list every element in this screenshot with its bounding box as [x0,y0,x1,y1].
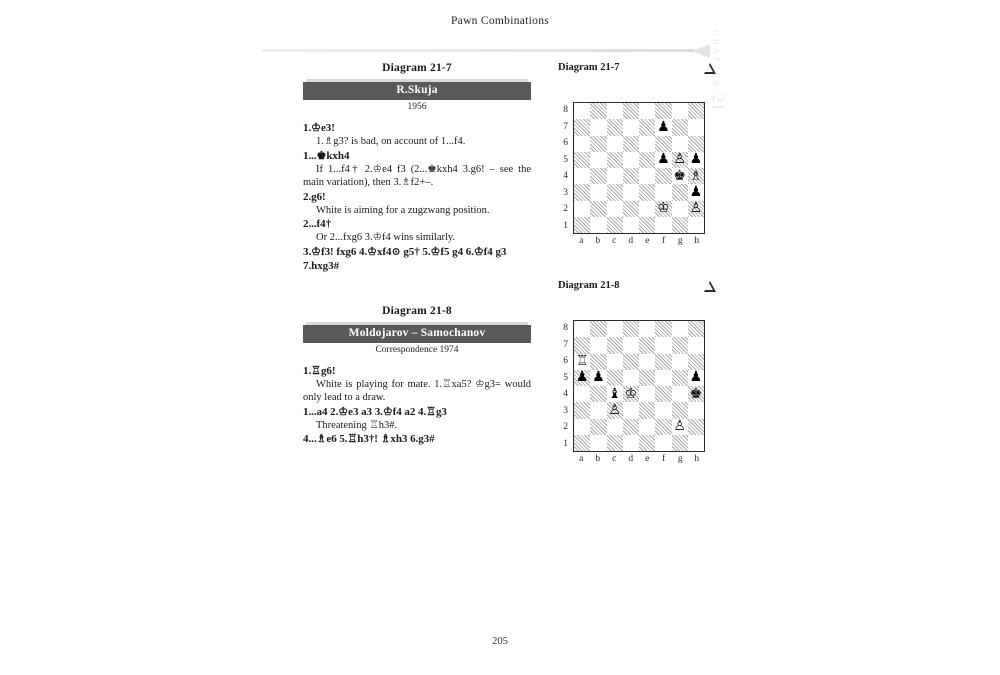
black-king-icon: ♚ [689,385,703,402]
rank-label: 3 [563,187,568,198]
comment-line: White is playing for mate. 1.♖xa5? ♔g3= would only lead to a draw. [303,378,531,403]
comment-line: Threatening ♖h3#. [316,419,398,431]
board-square-d6 [623,136,639,152]
rank-label: 4 [563,389,568,399]
board-square-e6 [639,354,655,370]
white-pawn-icon: ♙ [608,401,621,418]
diagram-label: Diagram 21-7 [558,62,620,73]
board-area [556,82,706,246]
diagram-label: Diagram 21-8 [558,280,620,291]
board-square-c4 [607,386,623,402]
board-square-b7 [590,119,606,135]
board-square-h8 [688,321,704,337]
file-label: d [628,454,634,464]
board-square-e2 [639,419,655,435]
board-square-d7 [623,119,639,135]
board-square-a8 [574,321,590,337]
file-label: a [579,454,584,464]
board-square-b6 [590,136,606,152]
event-line: Correspondence 1974 [375,344,459,355]
chess-diagram [556,62,706,246]
board-square-g8 [672,103,688,119]
board-square-g4 [672,386,688,402]
board-square-g3 [672,184,688,200]
file-labels [573,454,705,464]
board-square-f5 [655,370,671,386]
player-banner-label: Moldojarov – Samochanov [303,325,531,343]
board-square-b2 [590,201,606,217]
board-square-g8 [672,321,688,337]
file-label: f [662,236,666,246]
board-square-h1 [688,217,704,233]
white-pawn-icon: ♙ [689,200,703,217]
rank-label: 7 [563,339,568,350]
board-square-d1 [623,217,639,233]
board-square-e1 [639,435,655,451]
board-square-a3 [574,402,590,418]
move-line: 3.♔f3! fxg6 4.♔xf4⊙ g5† 5.♔f5 g4 6.♔f4 g3 7.hxg3# [303,245,507,272]
board-square-f2 [655,201,671,217]
board-square-a7 [574,119,590,135]
board-square-e3 [639,402,655,418]
white-rook-icon: ♖ [575,353,589,370]
white-pawn-icon: ♙ [673,151,686,168]
board-square-g5 [672,370,688,386]
board-square-f1 [655,217,671,233]
board-square-d1 [623,435,639,451]
player-banner [303,322,531,343]
board-square-e5 [639,370,655,386]
diagram-header [556,62,706,79]
move-line: 1...a4 2.♔e3 a3 3.♔f4 a2 4.♖g3 [303,405,447,418]
rank-label: 6 [563,138,568,148]
file-label: c [612,454,617,464]
board-square-c7 [607,337,623,353]
file-label: e [645,236,650,246]
board-square-a1 [574,435,590,451]
board-square-h4 [688,168,704,184]
board-square-h5 [688,370,704,386]
rank-label: 4 [563,171,568,181]
board-square-a1 [574,217,590,233]
rule-line [262,49,694,52]
board-square-d2 [623,201,639,217]
board-square-h3 [688,184,704,200]
decorative-rule [262,44,710,58]
board-area [556,300,706,464]
rank-label: 5 [563,154,568,165]
board-square-b4 [590,168,606,184]
board-square-a5 [574,152,590,168]
rank-labels [556,102,568,234]
board-square-h1 [688,435,704,451]
white-bishop-icon: ♗ [689,167,703,184]
diagram-title: Diagram 21-8 [382,304,452,317]
board-square-a2 [574,201,590,217]
board-square-e3 [639,184,655,200]
rank-label: 8 [563,105,568,115]
board-square-c6 [607,354,623,370]
triangle-glyph [704,63,716,74]
board-square-h7 [688,119,704,135]
rank-label: 7 [563,121,568,132]
board-square-e8 [639,321,655,337]
board-square-b3 [590,184,606,200]
board-square-f3 [655,184,671,200]
file-label: b [595,454,601,464]
comment-line: If 1...f4† 2.♔e4 f3 (2...♚kxh4 3.g6! – see the main variation), then 3.♗f2+–. [303,163,531,188]
file-label: h [694,236,700,246]
board-square-g2 [672,201,688,217]
board-square-d3 [623,402,639,418]
file-labels [573,236,705,246]
file-label: h [694,454,700,464]
board-square-c5 [607,370,623,386]
board-square-g6 [672,354,688,370]
board-square-g7 [672,119,688,135]
board-square-b1 [590,435,606,451]
player-banner-label: R.Skuja [303,82,531,100]
chess-diagram [556,280,706,464]
board-square-f6 [655,136,671,152]
board-square-h4 [688,386,704,402]
rank-label: 1 [563,438,568,449]
board-square-b1 [590,217,606,233]
comment-line: Or 2...fxg6 3.♔f4 wins similarly. [316,232,456,243]
board-square-c4 [607,168,623,184]
board-square-h3 [688,402,704,418]
board-square-h5 [688,152,704,168]
rank-label: 3 [563,405,568,416]
board-square-h2 [688,419,704,435]
black-bishop-icon: ♝ [608,385,621,402]
board-square-a5 [574,370,590,386]
player-banner [303,79,531,100]
board-square-c1 [607,435,623,451]
board-square-b7 [590,337,606,353]
comment-line: 1.♗g3? is bad, on account of 1...f4. [316,136,466,147]
board-square-f5 [655,152,671,168]
black-pawn-icon: ♟ [657,118,670,135]
board-square-h7 [688,337,704,353]
rank-labels [556,320,568,452]
file-label: g [677,454,683,464]
board-square-d8 [623,103,639,119]
board-square-f7 [655,337,671,353]
board-square-c8 [607,103,623,119]
board-square-f1 [655,435,671,451]
board-square-f8 [655,321,671,337]
move-line: 4...♗e6 5.♖h3†! ♗xh3 6.g3# [303,433,435,445]
section-gap [303,273,531,305]
board-square-a4 [574,386,590,402]
board-square-e7 [639,337,655,353]
triangle-glyph [704,281,716,292]
board-square-b6 [590,354,606,370]
board-square-f2 [655,419,671,435]
event-line: 1956 [407,102,427,112]
text-column [303,62,531,446]
diagram-title: Diagram 21-7 [382,62,452,74]
page-number: 205 [492,636,508,647]
board-square-c2 [607,201,623,217]
black-pawn-icon: ♟ [689,183,703,200]
board-square-a7 [574,337,590,353]
rank-label: 6 [563,356,568,366]
board-square-a8 [574,103,590,119]
black-pawn-icon: ♟ [657,151,670,168]
board-square-c3 [607,402,623,418]
board-square-b4 [590,386,606,402]
file-label: g [677,236,683,246]
move-line: 1.♖g6! [303,364,336,377]
board-square-h8 [688,103,704,119]
rank-label: 2 [563,422,568,432]
move-line: 1.♔e3! [303,122,335,134]
board-square-f7 [655,119,671,135]
board-square-f4 [655,386,671,402]
rank-label: 5 [563,372,568,383]
board-square-g7 [672,337,688,353]
white-king-icon: ♔ [624,385,638,402]
file-label: d [628,236,634,246]
board-square-e4 [639,168,655,184]
board-square-f8 [655,103,671,119]
diagram-header [556,280,706,297]
board-square-b8 [590,103,606,119]
board-square-d6 [623,354,639,370]
board-square-g4 [672,168,688,184]
chessboard [573,102,705,234]
board-square-h6 [688,136,704,152]
board-square-b3 [590,402,606,418]
black-king-icon: ♚ [673,167,686,184]
board-square-g1 [672,435,688,451]
board-square-c3 [607,184,623,200]
board-square-c5 [607,152,623,168]
board-square-a3 [574,184,590,200]
chessboard [573,320,705,452]
board-square-d5 [623,152,639,168]
board-square-c8 [607,321,623,337]
black-pawn-icon: ♟ [575,369,589,386]
board-square-b2 [590,419,606,435]
white-pawn-icon: ♙ [673,418,686,435]
black-pawn-icon: ♟ [689,151,703,168]
board-square-b5 [590,370,606,386]
board-square-f6 [655,354,671,370]
board-square-e7 [639,119,655,135]
board-square-d3 [623,184,639,200]
board-square-d7 [623,337,639,353]
board-square-b5 [590,152,606,168]
board-square-f4 [655,168,671,184]
move-line: 1...♚kxh4 [303,149,350,162]
board-square-c7 [607,119,623,135]
file-label: a [579,236,584,246]
board-square-c6 [607,136,623,152]
board-square-e1 [639,217,655,233]
board-square-h2 [688,201,704,217]
board-square-c1 [607,217,623,233]
board-square-e8 [639,103,655,119]
file-label: c [612,236,617,246]
file-label: f [662,454,666,464]
board-square-a6 [574,354,590,370]
running-head: Pawn Combinations [450,15,550,27]
board-square-g5 [672,152,688,168]
board-square-d4 [623,386,639,402]
black-pawn-icon: ♟ [592,369,605,386]
board-square-g2 [672,419,688,435]
board-square-d4 [623,168,639,184]
diagram-column [556,62,706,464]
board-square-f3 [655,402,671,418]
board-square-e5 [639,152,655,168]
board-square-d8 [623,321,639,337]
board-square-a2 [574,419,590,435]
board-square-d5 [623,370,639,386]
rank-label: 8 [563,323,568,333]
board-square-e6 [639,136,655,152]
board-square-e2 [639,201,655,217]
board-square-b8 [590,321,606,337]
board-square-c2 [607,419,623,435]
board-square-a4 [574,168,590,184]
file-label: e [645,454,650,464]
board-square-e4 [639,386,655,402]
rank-label: 2 [563,204,568,214]
chapter-marker-number: 21 [709,94,728,112]
black-pawn-icon: ♟ [689,369,703,386]
white-king-icon: ♔ [657,200,670,217]
chapter-marker-label: CHAPTER [711,30,721,90]
comment-line: White is aiming for a zugzwang position. [316,204,490,216]
move-line: 2.g6! [303,190,326,203]
chapter-marker [706,30,728,150]
board-square-g3 [672,402,688,418]
board-square-a6 [574,136,590,152]
board-square-g6 [672,136,688,152]
move-line: 2...f4† [303,218,332,230]
board-square-h6 [688,354,704,370]
board-square-d2 [623,419,639,435]
file-label: b [595,236,601,246]
board-square-g1 [672,217,688,233]
rank-label: 1 [563,220,568,231]
